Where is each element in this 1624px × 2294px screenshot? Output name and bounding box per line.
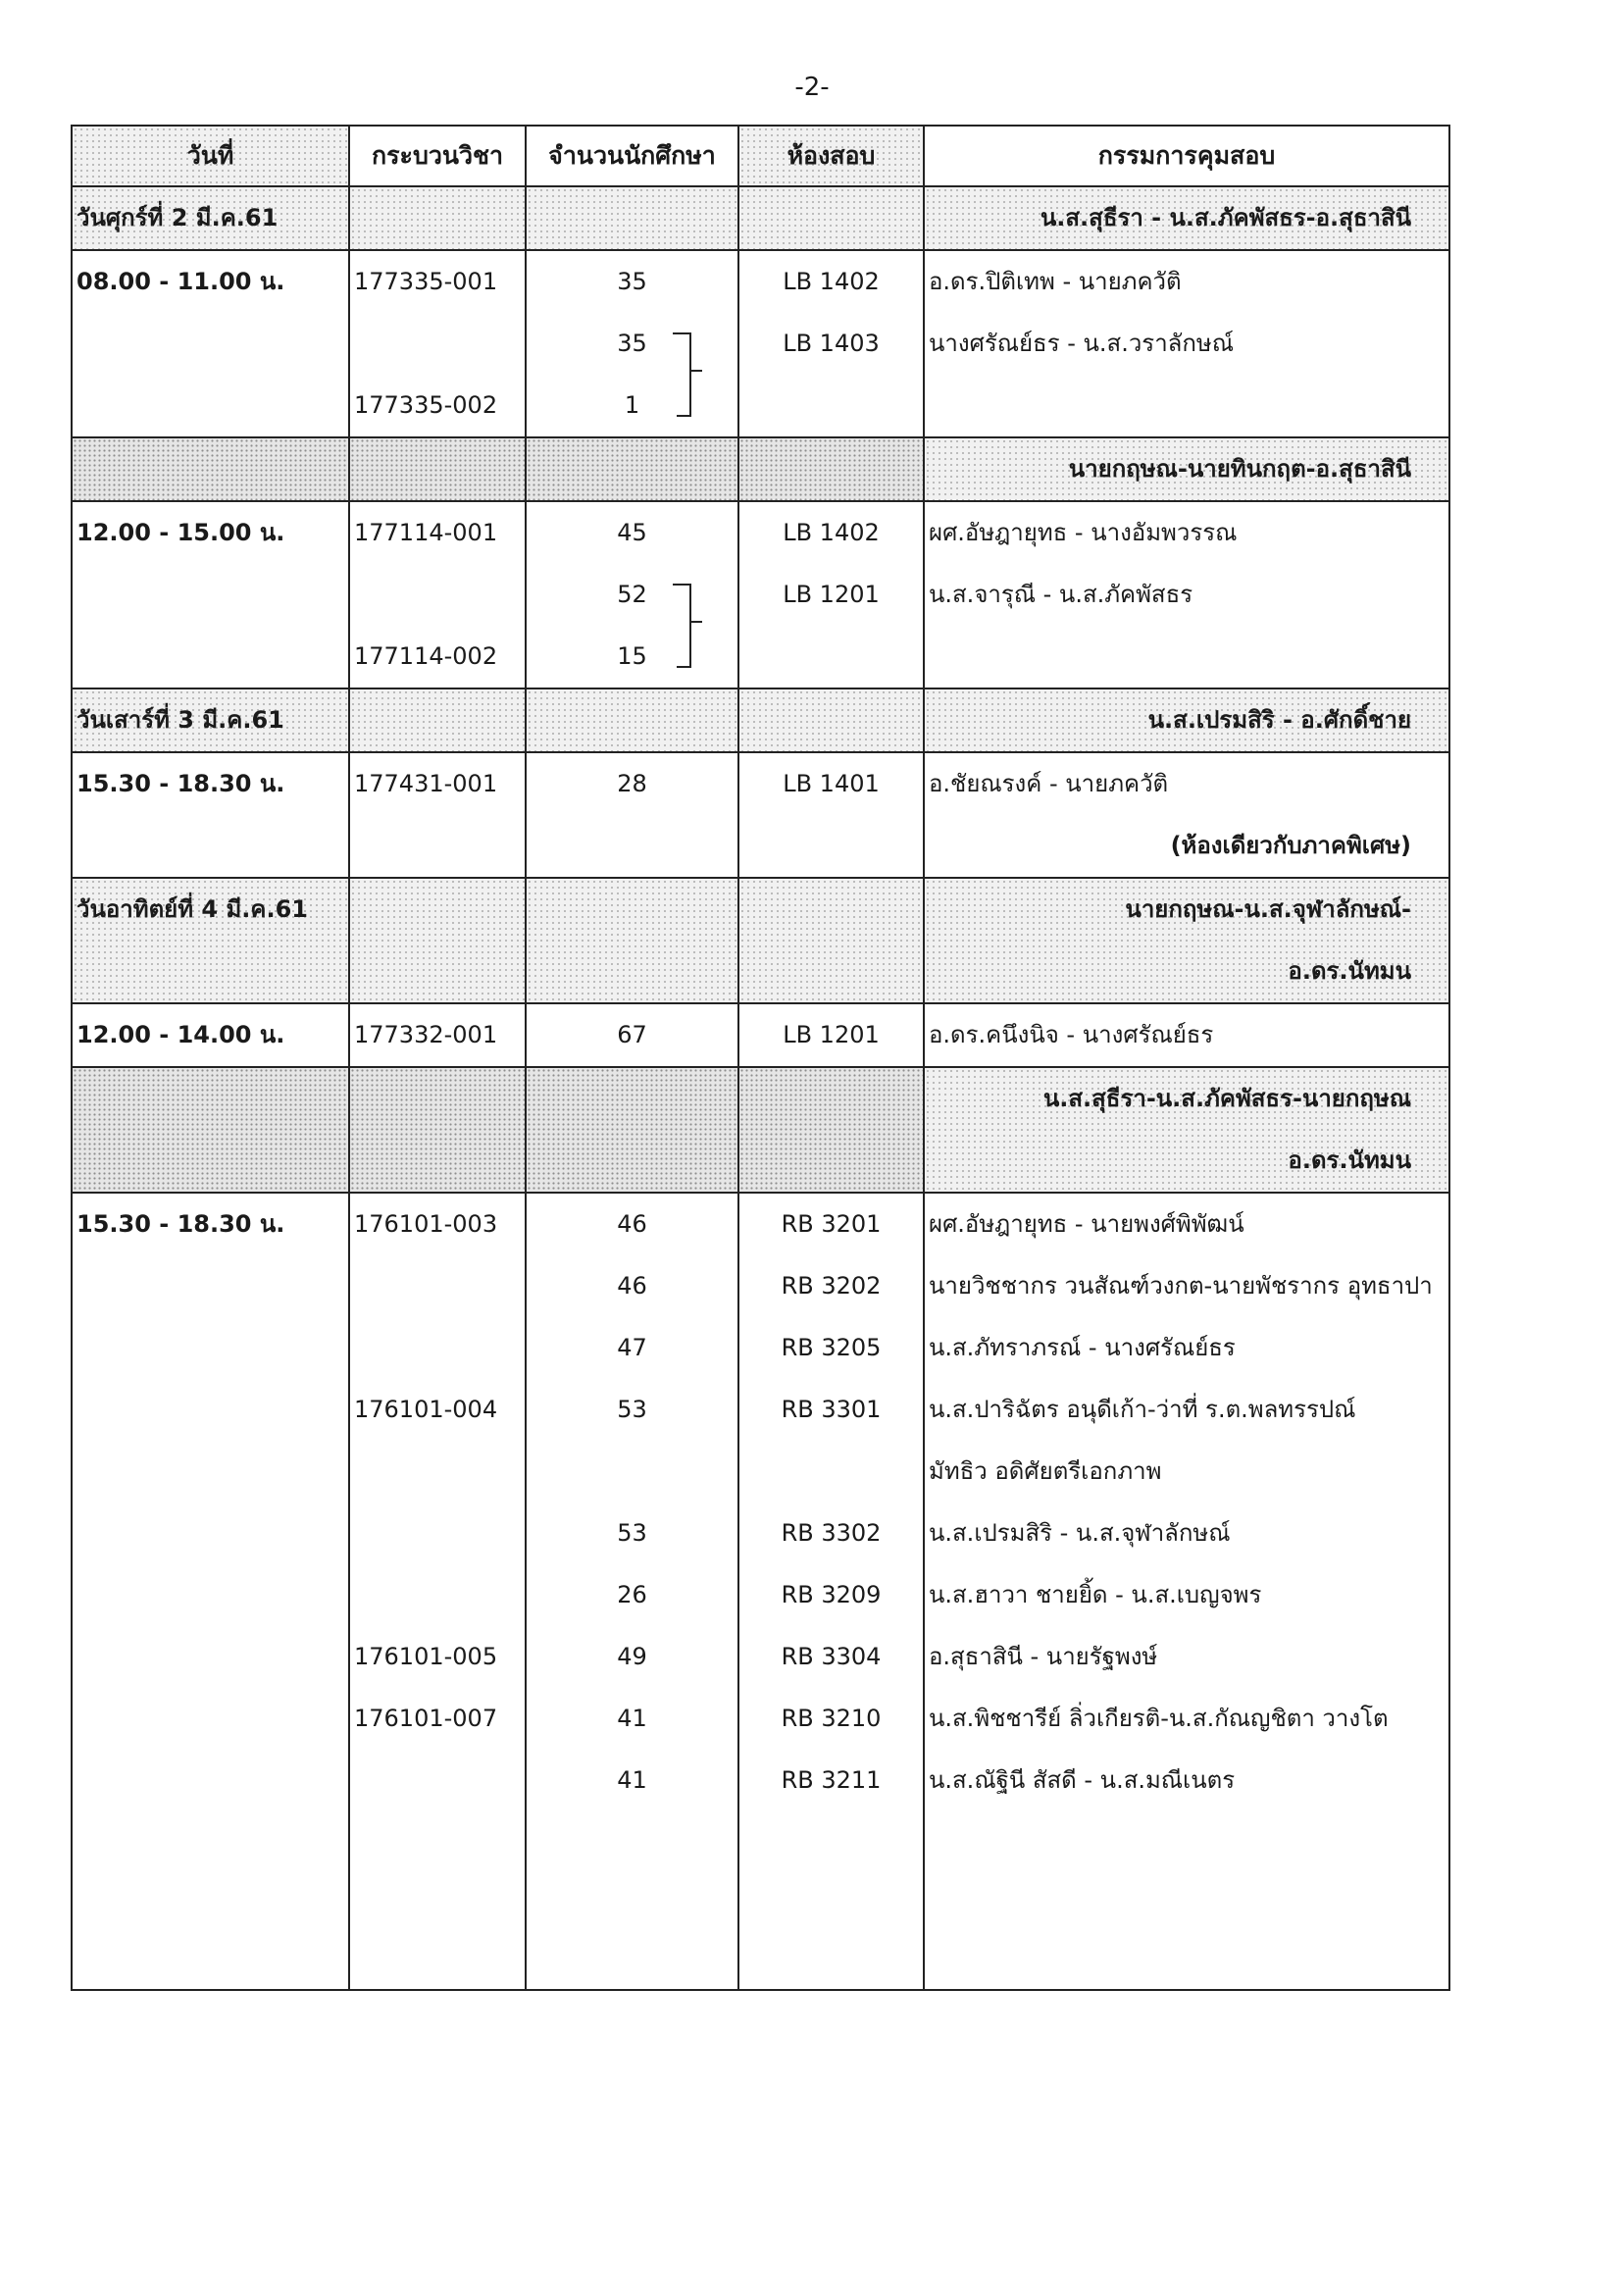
- student-count: 15: [617, 642, 647, 670]
- proctor-note: (ห้องเดียวกับภาคพิเศษ): [1170, 832, 1411, 859]
- proctor-names: อ.สุธาสินี - นายรัฐพงษ์: [929, 1643, 1158, 1670]
- exam-room: RB 3202: [781, 1272, 882, 1300]
- header-proctors: กรรมการคุมสอบ: [924, 126, 1449, 186]
- exam-room: [739, 815, 923, 877]
- exam-room: LB 1201: [783, 581, 880, 608]
- student-count: [527, 1441, 737, 1503]
- proctor-names: นางศรัณย์ธร - น.ส.วราลักษณ์: [929, 330, 1234, 357]
- proctor-names: น.ส.ฮาวา ชายยิ้ด - น.ส.เบญจพร: [929, 1581, 1262, 1608]
- session-time: 15.30 - 18.30 น.: [76, 770, 285, 797]
- header-students: จำนวนนักศึกษา: [526, 126, 738, 186]
- course-code: [350, 1750, 525, 1811]
- course-code: [350, 1441, 525, 1503]
- exam-room: LB 1402: [783, 519, 880, 546]
- course-code: 177431-001: [354, 770, 498, 797]
- proctor-names: [925, 375, 1448, 436]
- student-count: 45: [617, 519, 647, 546]
- supervisor-line: อ.ดร.นัทมน: [1288, 1147, 1411, 1174]
- course-code: [350, 313, 525, 375]
- day-header-row: [72, 186, 1449, 250]
- header-course: กระบวนวิชา: [349, 126, 526, 186]
- supervisor-line: น.ส.สุธีรา-น.ส.ภัคพัสธร-นายกฤษณ: [1042, 1085, 1411, 1112]
- session-row: [72, 1003, 1449, 1067]
- student-count: 67: [617, 1021, 647, 1048]
- proctor-names: น.ส.เปรมสิริ - น.ส.จุฬาลักษณ์: [929, 1519, 1231, 1547]
- exam-room: RB 3301: [781, 1396, 882, 1423]
- proctor-names: ผศ.อัษฎายุทธ - นางอัมพวรรณ: [929, 519, 1238, 546]
- exam-room: LB 1402: [783, 268, 880, 295]
- course-code: 176101-003: [354, 1210, 498, 1238]
- proctor-names: อ.ดร.ปิติเทพ - นายภควัติ: [929, 268, 1182, 295]
- exam-room: RB 3209: [781, 1581, 882, 1608]
- day-label: [73, 1068, 348, 1130]
- page-number: -2-: [794, 73, 830, 102]
- day-header-row: [72, 1067, 1449, 1193]
- course-code: 177335-001: [354, 268, 498, 295]
- proctor-names: น.ส.ปาริฉัตร อนุดีเก้า-ว่าที่ ร.ต.พลทรรปณ์: [929, 1396, 1356, 1423]
- day-label: [73, 438, 348, 500]
- student-count: 46: [617, 1210, 647, 1238]
- exam-room: LB 1401: [783, 770, 880, 797]
- exam-room: [739, 626, 923, 688]
- student-count: 53: [617, 1519, 647, 1547]
- supervisor-line: น.ส.สุธีรา - น.ส.ภัคพัสธร-อ.สุธาสินี: [1040, 204, 1411, 231]
- exam-schedule-table: [71, 125, 1450, 1991]
- day-header-row: [72, 437, 1449, 501]
- proctor-names: น.ส.พิชชารีย์ ลิ่วเกียรติ-น.ส.กัณญชิตา วางโต: [929, 1705, 1389, 1732]
- day-label: วันอาทิตย์ที่ 4 มี.ค.61: [76, 895, 308, 923]
- course-code: [350, 564, 525, 626]
- course-code: [350, 815, 525, 877]
- course-code: [350, 1503, 525, 1564]
- student-count: 41: [617, 1766, 647, 1794]
- proctor-names: น.ส.ภัทราภรณ์ - นางศรัณย์ธร: [929, 1334, 1236, 1361]
- proctor-names: ผศ.อัษฎายุทธ - นายพงศ์พิพัฒน์: [929, 1210, 1244, 1238]
- student-count: 46: [617, 1272, 647, 1300]
- proctor-names: น.ส.ณัฐินี สัสดี - น.ส.มณีเนตร: [929, 1766, 1236, 1794]
- student-count: 49: [617, 1643, 647, 1670]
- session-row: [72, 501, 1449, 688]
- exam-room: [739, 375, 923, 436]
- supervisor-line: นายกฤษณ-น.ส.จุฬาลักษณ์-: [1125, 895, 1411, 923]
- supervisor-line: นายกฤษณ-นายทินกฤต-อ.สุธาสินี: [1068, 455, 1411, 483]
- course-code: 176101-005: [354, 1643, 498, 1670]
- course-code: 177335-002: [354, 391, 498, 419]
- student-count: 52: [617, 581, 647, 608]
- session-time: 08.00 - 11.00 น.: [76, 268, 285, 295]
- session-row: [72, 752, 1449, 878]
- student-count: 26: [617, 1581, 647, 1608]
- supervisor-line: น.ส.เปรมสิริ - อ.ศักดิ์ชาย: [1147, 706, 1411, 734]
- course-code: [350, 1564, 525, 1626]
- session-time: 15.30 - 18.30 น.: [76, 1210, 285, 1238]
- day-label: วันเสาร์ที่ 3 มี.ค.61: [76, 706, 284, 734]
- day-header-row: [72, 878, 1449, 1003]
- student-count: 35: [617, 330, 647, 357]
- session-row: [72, 250, 1449, 437]
- proctor-names: [925, 626, 1448, 688]
- day-header-row: [72, 688, 1449, 752]
- exam-room: RB 3304: [781, 1643, 882, 1670]
- header-date: วันที่: [72, 126, 349, 186]
- group-brace-icon: [671, 583, 706, 671]
- proctor-names: น.ส.จารุณี - น.ส.ภัคพัสธร: [929, 581, 1193, 608]
- proctor-names: นายวิชชากร วนสัณฑ์วงกต-นายพัชรากร อุทธาปา: [929, 1272, 1433, 1300]
- course-code: [350, 1317, 525, 1379]
- exam-room: RB 3210: [781, 1705, 882, 1732]
- student-count: 1: [624, 391, 640, 419]
- proctor-names: มัทธิว อดิศัยตรีเอกภาพ: [929, 1457, 1162, 1485]
- exam-room: RB 3201: [781, 1210, 882, 1238]
- exam-room: LB 1201: [783, 1021, 880, 1048]
- supervisor-line: อ.ดร.นัทมน: [1288, 957, 1411, 985]
- course-code: 176101-007: [354, 1705, 498, 1732]
- student-count: [527, 815, 737, 877]
- exam-room: [739, 1441, 923, 1503]
- proctor-names: อ.ชัยณรงค์ - นายภควัติ: [929, 770, 1169, 797]
- student-count: 28: [617, 770, 647, 797]
- student-count: 47: [617, 1334, 647, 1361]
- student-count: 53: [617, 1396, 647, 1423]
- exam-room: LB 1403: [783, 330, 880, 357]
- exam-room: RB 3205: [781, 1334, 882, 1361]
- session-time: 12.00 - 14.00 น.: [76, 1021, 285, 1048]
- proctor-names: อ.ดร.คนึงนิจ - นางศรัณย์ธร: [929, 1021, 1214, 1048]
- group-brace-icon: [671, 331, 706, 420]
- header-row: [72, 126, 1449, 186]
- session-time: 12.00 - 15.00 น.: [76, 519, 285, 546]
- course-code: 177114-002: [354, 642, 498, 670]
- course-code: 177332-001: [354, 1021, 498, 1048]
- header-room: ห้องสอบ: [738, 126, 924, 186]
- student-count: 41: [617, 1705, 647, 1732]
- session-row: [72, 1193, 1449, 1990]
- exam-room: RB 3302: [781, 1519, 882, 1547]
- exam-room: RB 3211: [781, 1766, 882, 1794]
- course-code: [350, 1255, 525, 1317]
- course-code: 177114-001: [354, 519, 498, 546]
- student-count: 35: [617, 268, 647, 295]
- day-label: วันศุกร์ที่ 2 มี.ค.61: [76, 204, 279, 231]
- course-code: 176101-004: [354, 1396, 498, 1423]
